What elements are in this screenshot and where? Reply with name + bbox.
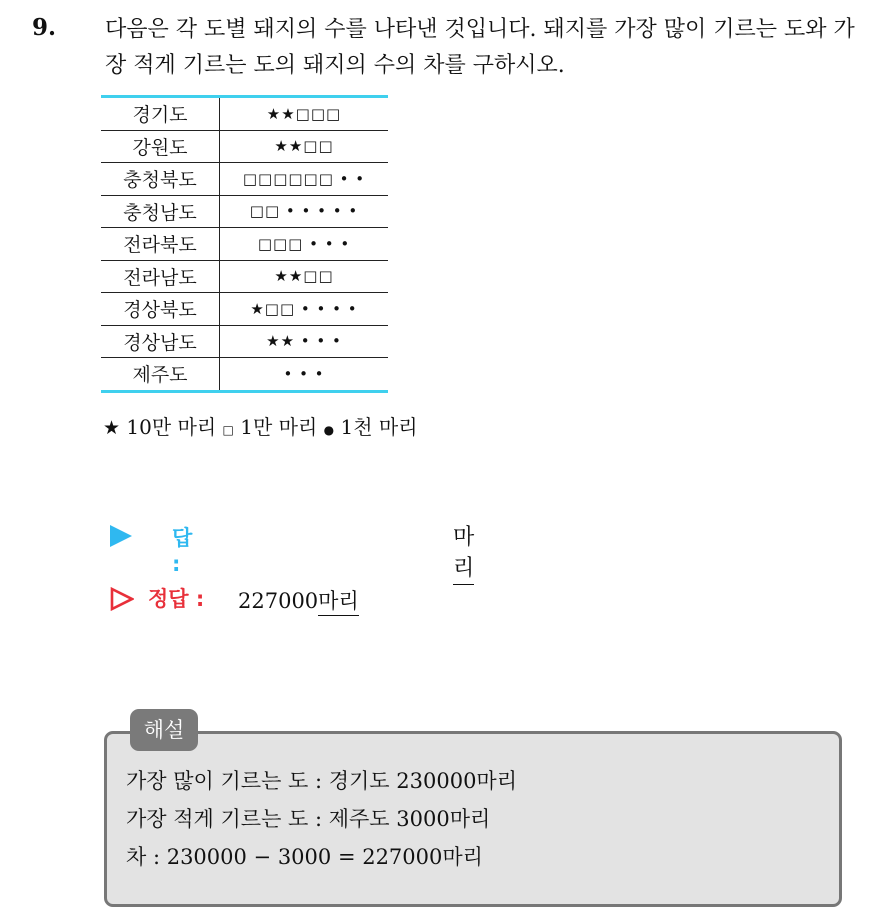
answer-label: 답 : bbox=[172, 526, 193, 576]
province-cell: 전라북도 bbox=[101, 228, 220, 261]
star-icon: ★ bbox=[103, 417, 121, 439]
province-cell: 제주도 bbox=[101, 358, 220, 392]
province-cell: 전라남도 bbox=[101, 260, 220, 293]
question-text: 다음은 각 도별 돼지의 수를 나타낸 것입니다. 돼지를 가장 많이 기르는 도와 가장 적게 기르는 도의 돼지의 수의 차를 구하시오. bbox=[105, 17, 855, 78]
explanation-tab: 해설 bbox=[130, 709, 198, 751]
legend-star-text: 10만 마리 bbox=[126, 415, 217, 439]
pictograph-table bbox=[101, 95, 388, 393]
solution-value: 227000 bbox=[238, 589, 319, 613]
table-row bbox=[101, 260, 388, 293]
table-row bbox=[101, 325, 388, 358]
table-row bbox=[101, 293, 388, 326]
explanation-line-1: 가장 많이 기르는 도 : 경기도 230000마리 bbox=[126, 769, 518, 793]
play-triangle-icon bbox=[110, 525, 132, 547]
province-cell: 경상북도 bbox=[101, 293, 220, 326]
symbol-cell: □□□ • • • bbox=[220, 228, 389, 261]
province-cell: 경상남도 bbox=[101, 325, 220, 358]
symbol-cell: □□□□□□ • • bbox=[220, 163, 389, 196]
symbol-cell: ★★□□□ bbox=[220, 97, 389, 131]
province-cell: 경기도 bbox=[101, 97, 220, 131]
province-cell: 충청남도 bbox=[101, 195, 220, 228]
legend-square-text: 1만 마리 bbox=[240, 415, 318, 439]
outline-triangle-icon bbox=[110, 587, 134, 611]
symbol-cell: □□ • • • • • bbox=[220, 195, 389, 228]
solution-unit: 마리 bbox=[318, 589, 359, 616]
table-row bbox=[101, 195, 388, 228]
table-row bbox=[101, 163, 388, 196]
symbol-cell: • • • bbox=[220, 358, 389, 392]
answer-unit: 마리 bbox=[453, 520, 474, 585]
solution-answer bbox=[238, 585, 359, 615]
table-row bbox=[101, 97, 388, 131]
square-icon: □ bbox=[222, 423, 234, 437]
table-row bbox=[101, 130, 388, 163]
symbol-cell: ★★ • • • bbox=[220, 325, 389, 358]
symbol-cell: ★□□ • • • • bbox=[220, 293, 389, 326]
province-cell: 충청북도 bbox=[101, 163, 220, 196]
explanation-line-3: 차 : 230000 − 3000 = 227000마리 bbox=[126, 845, 483, 869]
explanation-lines bbox=[126, 762, 517, 876]
province-cell: 강원도 bbox=[101, 130, 220, 163]
legend bbox=[103, 411, 418, 440]
symbol-cell: ★★□□ bbox=[220, 260, 389, 293]
symbol-cell: ★★□□ bbox=[220, 130, 389, 163]
solution-label: 정답 : bbox=[148, 587, 205, 611]
question-number: 9. bbox=[32, 14, 57, 41]
legend-dot-text: 1천 마리 bbox=[340, 415, 418, 439]
table-row bbox=[101, 228, 388, 261]
explanation-line-2: 가장 적게 기르는 도 : 제주도 3000마리 bbox=[126, 807, 491, 831]
dot-icon: ● bbox=[323, 423, 335, 437]
table-row bbox=[101, 358, 388, 392]
